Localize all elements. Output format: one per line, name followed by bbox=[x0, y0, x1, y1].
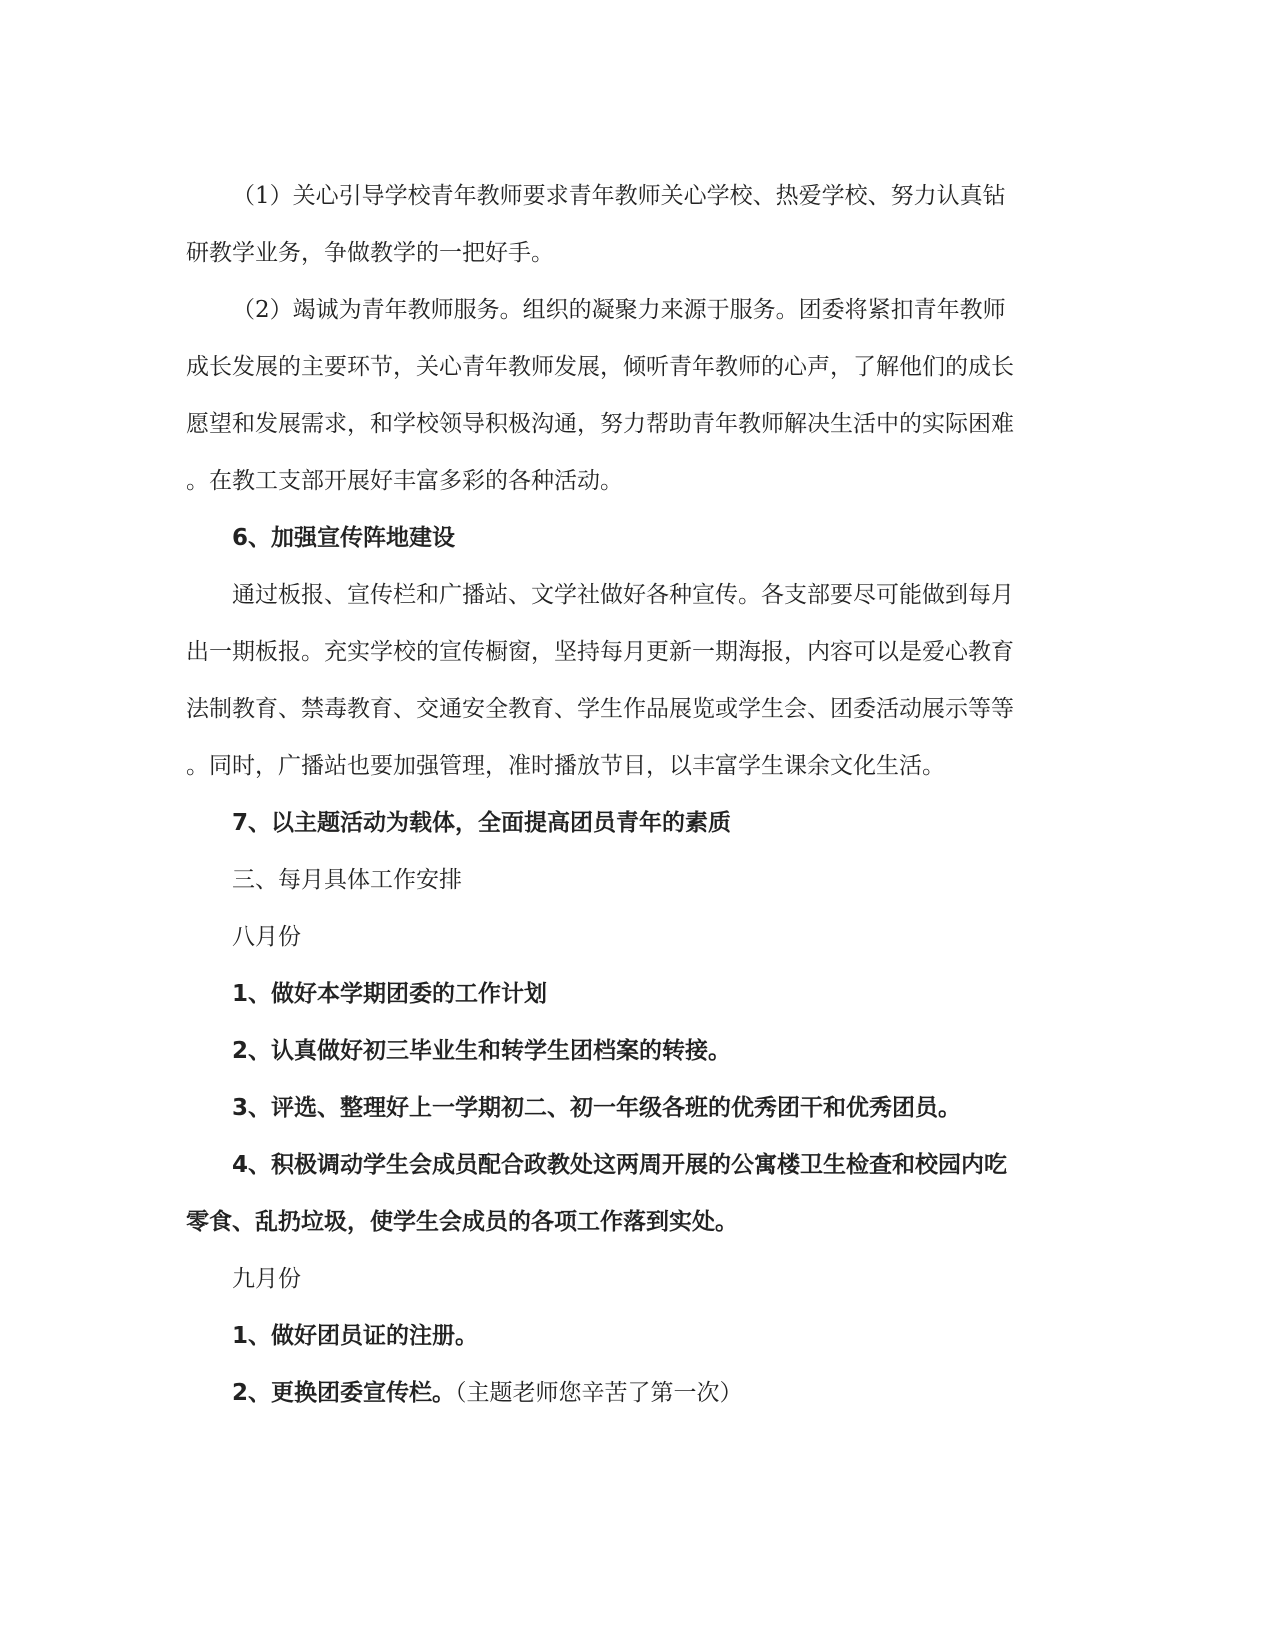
text-line: 成长发展的主要环节，关心青年教师发展，倾听青年教师的心声，了解他们的成长 bbox=[186, 354, 1014, 380]
text-line: 法制教育、禁毒教育、交通安全教育、学生作品展览或学生会、团委活动展示等等 bbox=[186, 696, 1014, 722]
text-line: 。在教工支部开展好丰富多彩的各种活动。 bbox=[186, 468, 623, 494]
paragraph bbox=[186, 852, 1086, 909]
normal-text: （主题老师您辛苦了第一次） bbox=[455, 1380, 743, 1406]
paragraph bbox=[186, 1365, 1086, 1422]
text-line: 九月份 bbox=[232, 1266, 301, 1292]
text-line: 。同时，广播站也要加强管理，准时播放节目，以丰富学生课余文化生活。 bbox=[186, 753, 945, 779]
text-line: 零食、乱扔垃圾，使学生会成员的各项工作落到实处。 bbox=[186, 1209, 738, 1235]
text-line: 八月份 bbox=[232, 924, 301, 950]
text-line: 三、每月具体工作安排 bbox=[232, 867, 462, 893]
text-line: 3、评选、整理好上一学期初二、初一年级各班的优秀团干和优秀团员。 bbox=[232, 1095, 962, 1121]
text-line: 7、以主题活动为载体，全面提高团员青年的素质 bbox=[232, 810, 732, 836]
text-line: 通过板报、宣传栏和广播站、文学社做好各种宣传。各支部要尽可能做到每月 bbox=[232, 582, 1014, 608]
text-line: 1、做好本学期团委的工作计划 bbox=[232, 981, 548, 1007]
section-heading bbox=[186, 1137, 1086, 1251]
text-line: 6、加强宣传阵地建设 bbox=[232, 525, 456, 551]
paragraph bbox=[186, 1251, 1086, 1308]
text-line: 2、认真做好初三毕业生和转学生团档案的转接。 bbox=[232, 1038, 732, 1064]
section-heading bbox=[186, 1080, 1086, 1137]
text-line: 4、积极调动学生会成员配合政教处这两周开展的公寓楼卫生检查和校园内吃 bbox=[232, 1152, 1008, 1178]
text-line: 愿望和发展需求，和学校领导积极沟通，努力帮助青年教师解决生活中的实际困难 bbox=[186, 411, 1014, 437]
section-heading bbox=[186, 510, 1086, 567]
text-line: （2）竭诚为青年教师服务。组织的凝聚力来源于服务。团委将紧扣青年教师 bbox=[232, 297, 1006, 323]
paragraph bbox=[186, 909, 1086, 966]
paragraph bbox=[186, 567, 1086, 795]
document-body bbox=[186, 168, 1086, 1422]
text-line: 1、做好团员证的注册。 bbox=[232, 1323, 479, 1349]
section-heading bbox=[186, 1308, 1086, 1365]
text-line: 出一期板报。充实学校的宣传橱窗，坚持每月更新一期海报，内容可以是爱心教育 bbox=[186, 639, 1014, 665]
paragraph bbox=[186, 282, 1086, 510]
paragraph bbox=[186, 168, 1086, 282]
text-line: （1）关心引导学校青年教师要求青年教师关心学校、热爱学校、努力认真钻 bbox=[232, 183, 1006, 209]
section-heading bbox=[186, 966, 1086, 1023]
bold-text: 2、更换团委宣传栏。 bbox=[232, 1380, 456, 1406]
section-heading bbox=[186, 1023, 1086, 1080]
section-heading bbox=[186, 795, 1086, 852]
text-line: 研教学业务，争做教学的一把好手。 bbox=[186, 240, 554, 266]
